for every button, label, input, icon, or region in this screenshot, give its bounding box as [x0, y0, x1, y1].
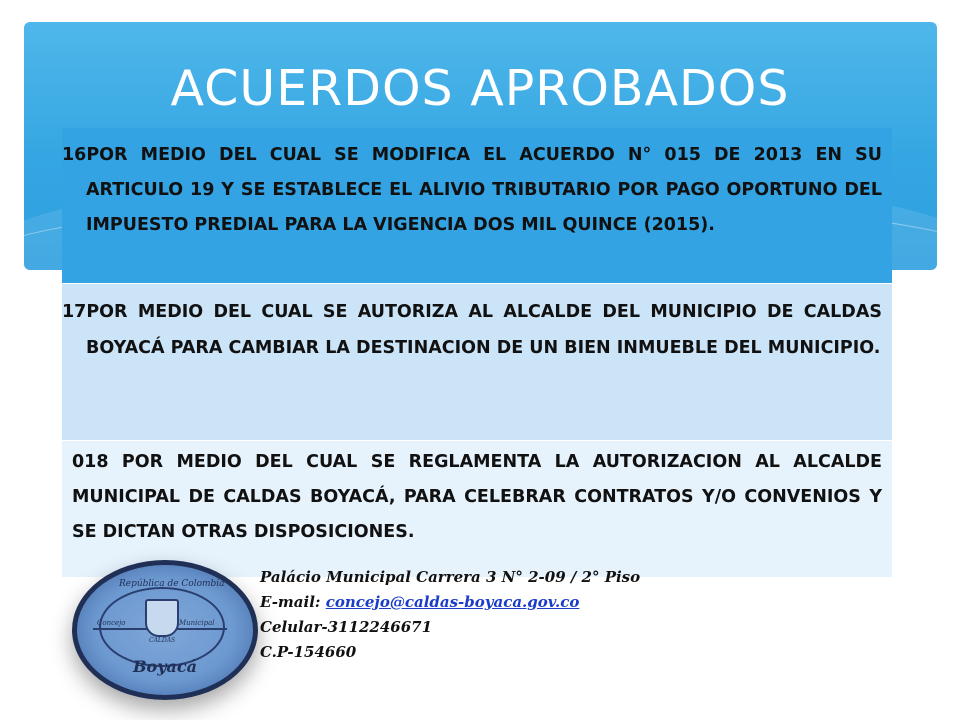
- agreement-row-018: 018 POR MEDIO DEL CUAL SE REGLAMENTA LA AUTORIZACION AL ALCALDE MUNICIPAL DE CALDAS BOYACÁ, PARA CELEBRAR CONTRATOS Y/O CONVENIOS Y SE DICTAN OTRAS DISPOSICIONES.: [62, 441, 892, 577]
- email-link[interactable]: concejo@caldas-boyaca.gov.co: [325, 593, 580, 611]
- municipal-seal-logo: [72, 560, 258, 700]
- agreement-row-17: 17POR MEDIO DEL CUAL SE AUTORIZA AL ALCALDE DEL MUNICIPIO DE CALDAS BOYACÁ PARA CAMBIAR LA DESTINACION DE UN BIEN INMUEBLE DEL MUNICIPIO.: [62, 284, 892, 441]
- postal-code-line: C.P-154660: [260, 643, 357, 661]
- seal-text-center: CALDAS: [149, 637, 176, 644]
- address-line: Palácio Municipal Carrera 3 N° 2-09 / 2° Piso: [260, 568, 641, 586]
- seal-text-left: Concejo: [97, 619, 126, 627]
- agreements-table: [62, 128, 892, 577]
- seal-text-bottom: Boyacá: [133, 657, 197, 676]
- slide-title: ACUERDOS APROBADOS: [170, 60, 790, 117]
- contact-footer: [260, 565, 640, 665]
- agreement-row-16: 16POR MEDIO DEL CUAL SE MODIFICA EL ACUERDO N° 015 DE 2013 EN SU ARTICULO 19 Y SE ESTABLECE EL ALIVIO TRIBUTARIO POR PAGO OPORTUNO DEL IMPUESTO PREDIAL PARA LA VIGENCIA DOS MIL QUINCE (2015).: [62, 128, 892, 284]
- email-label: E-mail:: [260, 593, 326, 611]
- coat-of-arms-icon: [145, 599, 179, 637]
- seal-text-right: Municipal: [179, 619, 215, 627]
- seal-text-top: República de Colombia: [119, 579, 225, 589]
- email-line: [260, 590, 640, 615]
- phone-line: Celular-3112246671: [260, 618, 433, 636]
